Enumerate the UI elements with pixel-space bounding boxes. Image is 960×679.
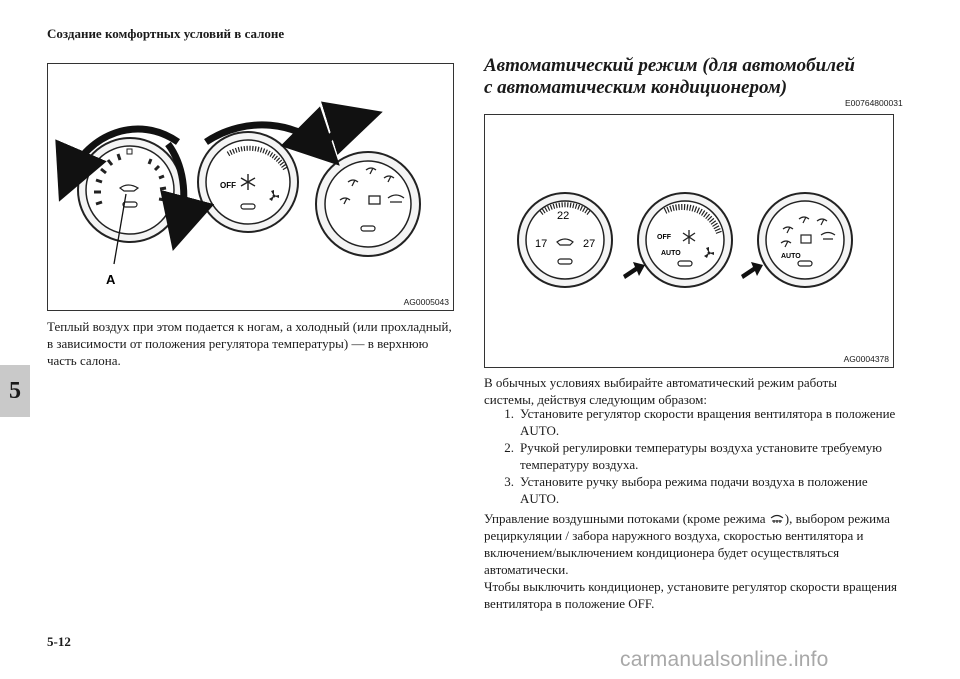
svg-text:OFF: OFF <box>220 181 236 190</box>
callout-a: A <box>106 272 116 287</box>
intro-line1: В обычных условиях выбирайте автоматический режим работы <box>484 375 837 390</box>
fan-auto-label: AUTO <box>661 250 681 257</box>
auto-control-text: Управление воздушными потоками (кроме режима ), выбором режима рециркуляции / забора наружного воздуха, скоростью вентилятора и включением/выключением кондиционера будет осуществляться автоматически. <box>484 511 890 577</box>
list-item: 1. Установите регулятор скорости вращения вентилятора в положение AUTO. <box>504 406 896 438</box>
temp-top-label: 22 <box>557 210 570 222</box>
mode-knob <box>316 152 420 256</box>
heater-controls-illustration <box>48 64 453 310</box>
figure-auto-mode <box>484 114 894 368</box>
figure-label: AG0004378 <box>843 354 889 364</box>
figure-label: AG0005043 <box>403 297 449 307</box>
arrow-icon <box>623 262 645 279</box>
mode-auto-label: AUTO <box>781 253 801 260</box>
list-item: 3. Установите ручку выбора режима подачи воздуха в положение AUTO. <box>504 474 868 506</box>
steps-list <box>484 405 904 507</box>
watermark: carmanualsonline.info <box>620 648 829 671</box>
list-item: 2. Ручкой регулировки температуры воздуха установите требуемую температуру воздуха. <box>504 440 882 472</box>
section-title-line2: с автоматическим кондиционером) <box>484 77 788 98</box>
section-title-line1: Автоматический режим (для автомобилей <box>484 55 855 76</box>
section-code: E00764800031 <box>845 98 903 108</box>
body-text-auto <box>484 510 904 612</box>
defroster-icon <box>769 513 785 525</box>
arrow-icon <box>741 262 763 279</box>
mode-knob <box>758 193 852 287</box>
auto-mode-illustration <box>485 115 893 367</box>
page-number: 5-12 <box>47 634 71 649</box>
temp-left-label: 17 <box>535 238 548 250</box>
temp-right-label: 27 <box>583 238 596 250</box>
body-text-left: Теплый воздух при этом подается к ногам, а холодный (или прохладный, в зависимости от положения регулятора температуры) — в верхнюю часть салона. <box>47 319 452 368</box>
fan-knob <box>198 132 298 232</box>
temperature-knob <box>518 193 612 287</box>
arrow-icon <box>316 120 356 154</box>
fan-off-label: OFF <box>657 234 671 241</box>
fan-knob <box>638 193 732 287</box>
temperature-knob <box>78 138 182 242</box>
off-instruction-text: Чтобы выключить кондиционер, установите регулятор скорости вращения вентилятора в положение OFF. <box>484 579 898 611</box>
section-tab <box>0 365 30 417</box>
section-title <box>484 55 904 99</box>
control-panel <box>78 132 420 256</box>
page-header: Создание комфортных условий в салоне <box>47 26 285 41</box>
figure-heater-controls <box>47 63 454 311</box>
intro-line2: системы, действуя следующим образом: <box>484 392 707 407</box>
body-text-intro <box>484 374 904 408</box>
section-tab-number: 5 <box>9 377 21 404</box>
